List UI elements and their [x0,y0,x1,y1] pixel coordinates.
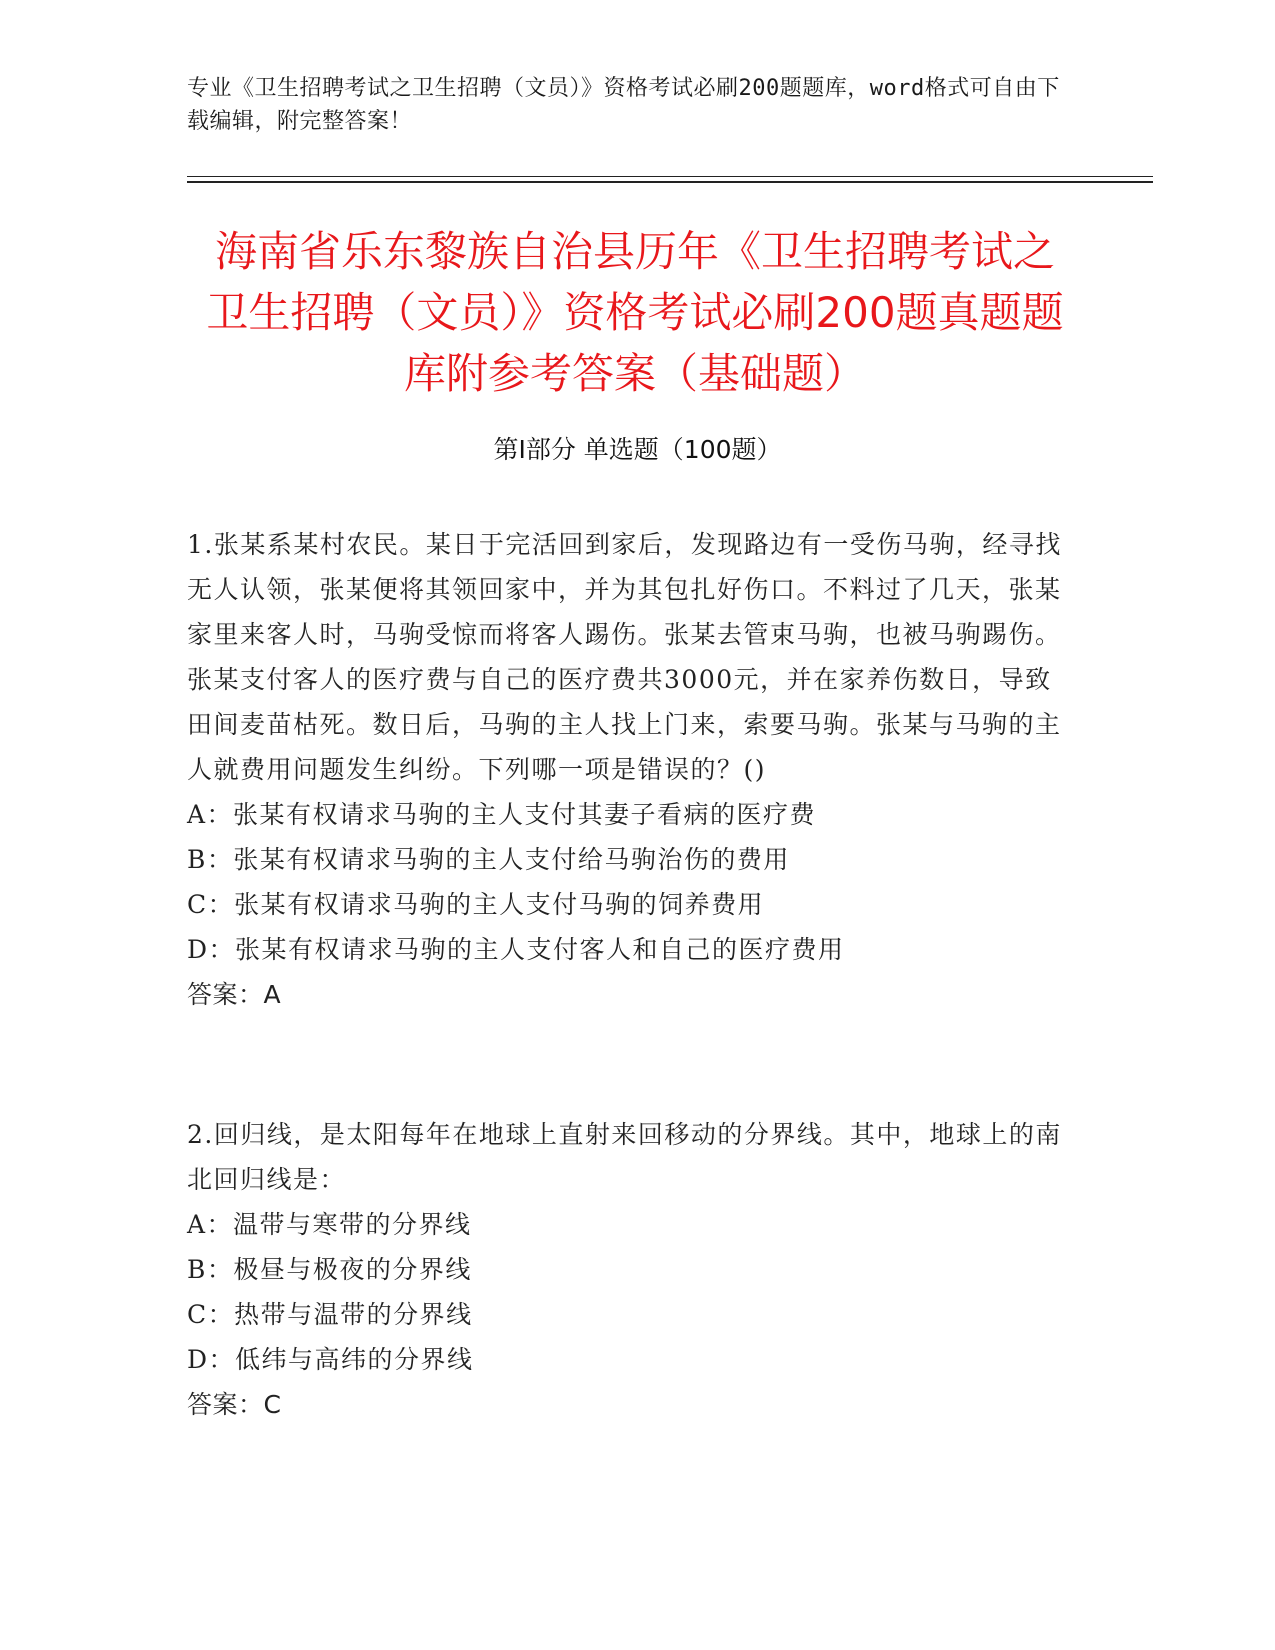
question-2 [187,1112,1067,1427]
header-divider-thin [187,176,1153,177]
question-1-stem: 1.张某系某村农民。某日于完活回到家后，发现路边有一受伤马驹，经寻找无人认领，张某便将其领回家中，并为其包扎好伤口。不料过了几天，张某家里来客人时，马驹受惊而将客人踢伤。张某去管束马驹，也被马驹踢伤。张某支付客人的医疗费与自己的医疗费共3000元，并在家养伤数日，导致田间麦苗枯死。数日后，马驹的主人找上门来，索要马驹。张某与马驹的主人就费用问题发生纠纷。下列哪一项是错误的？() [187,530,1062,784]
question-1-option-d: D：张某有权请求马驹的主人支付客人和自己的医疗费用 [187,935,845,964]
question-1 [187,522,1067,1017]
question-2-option-a: A：温带与寒带的分界线 [187,1210,472,1239]
question-1-option-b: B：张某有权请求马驹的主人支付给马驹治伤的费用 [187,845,790,874]
header-divider-thick [187,181,1153,183]
section-title: 第I部分 单选题（100题） [493,435,782,464]
question-2-option-c: C：热带与温带的分界线 [187,1300,473,1329]
question-1-answer: 答案：A [187,980,282,1009]
question-1-option-a: A：张某有权请求马驹的主人支付其妻子看病的医疗费 [187,800,817,829]
document-title: 海南省乐东黎族自治县历年《卫生招聘考试之卫生招聘（文员）》资格考试必刷200题真题题库附参考答案（基础题） [206,227,1064,398]
question-1-option-c: C：张某有权请求马驹的主人支付马驹的饲养费用 [187,890,765,919]
question-2-option-b: B：极昼与极夜的分界线 [187,1255,472,1284]
header-note: 专业《卫生招聘考试之卫生招聘（文员）》资格考试必刷200题题库，word格式可自由下载编辑，附完整答案！ [187,76,1060,134]
question-2-answer: 答案：C [187,1390,282,1419]
question-2-option-d: D：低纬与高纬的分界线 [187,1345,474,1374]
question-2-stem: 2.回归线，是太阳每年在地球上直射来回移动的分界线。其中，地球上的南北回归线是： [187,1120,1062,1194]
